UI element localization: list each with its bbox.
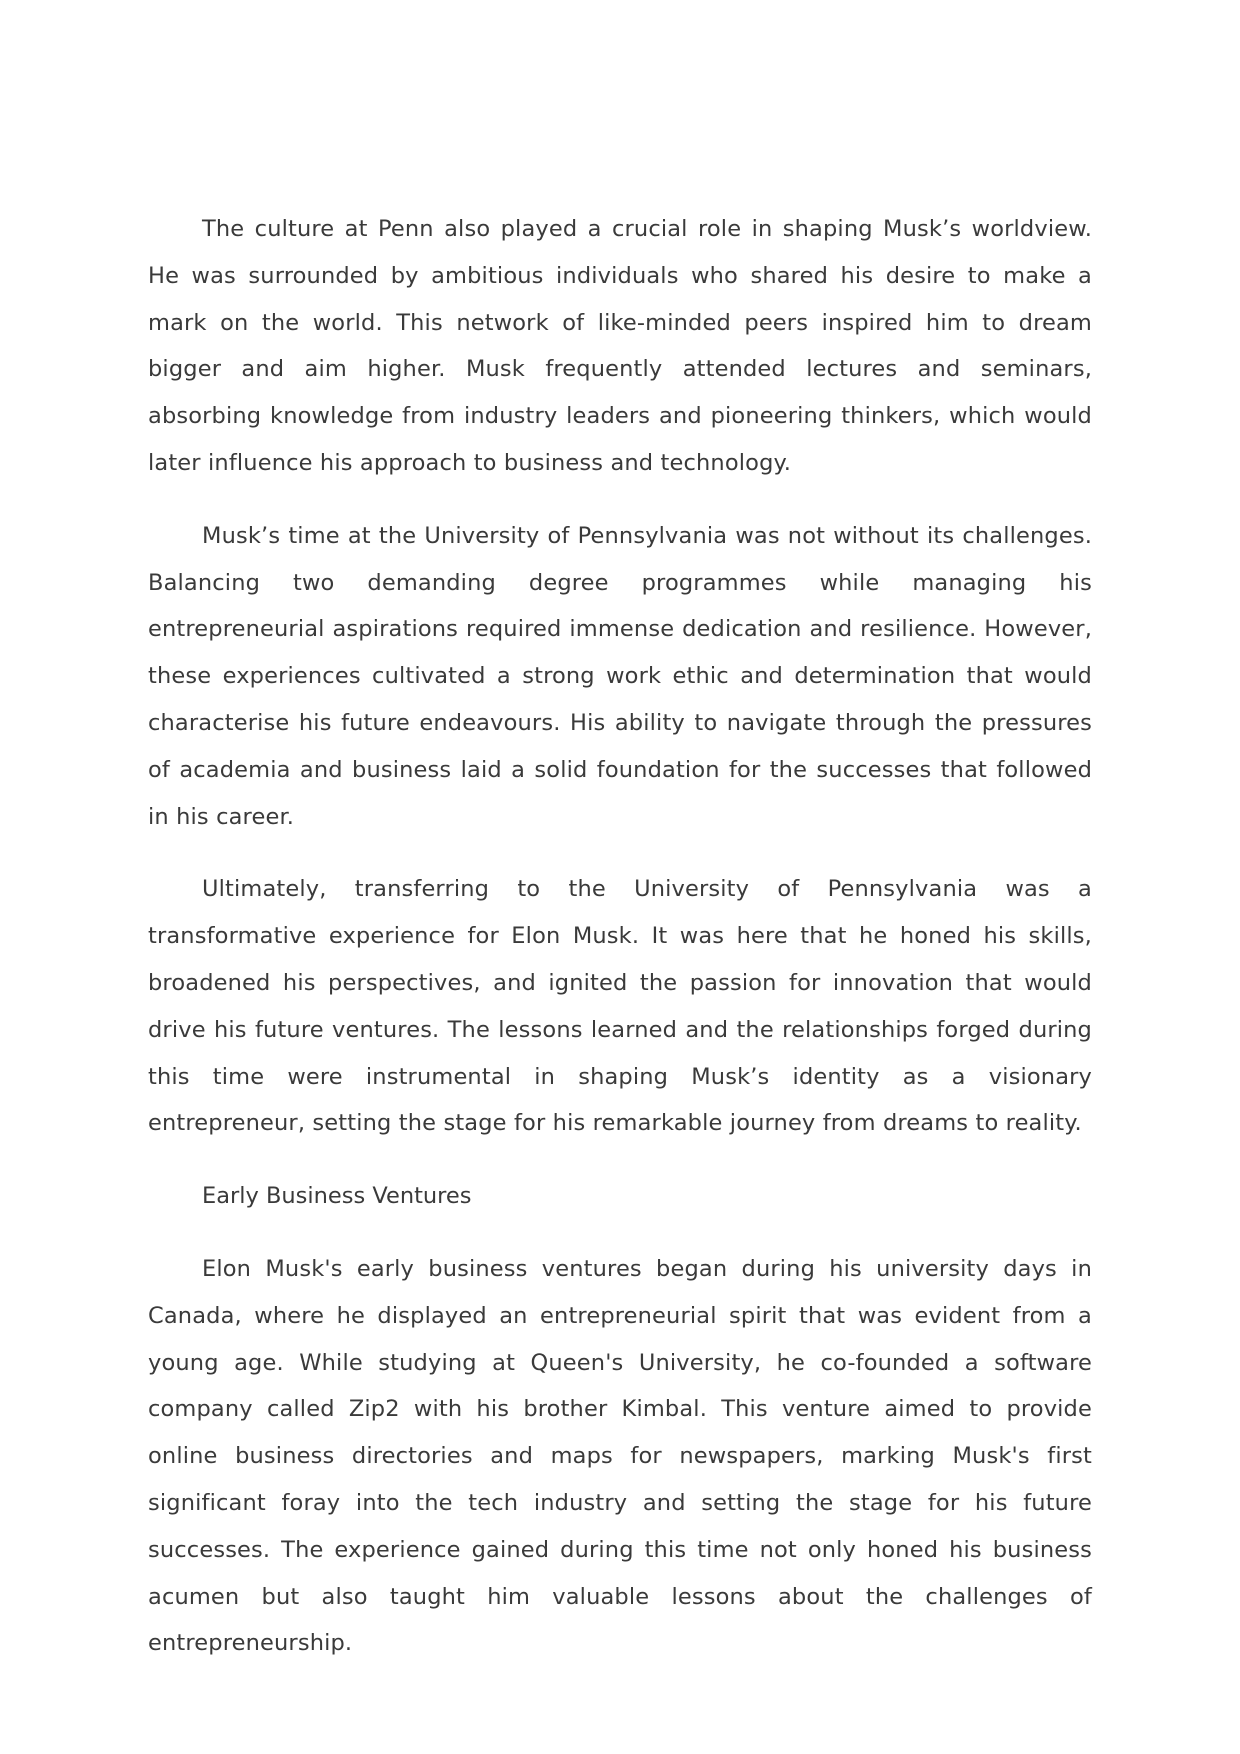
paragraph-penn-challenges: Musk’s time at the University of Pennsylvania was not without its challenges. Balancing two demanding degree programmes while managing his entrepreneurial aspirations required immense dedication and resilience. However, these experiences cultivated a strong work ethic and determination that would characterise his future endeavours. His ability to navigate through the pressures of academia and business laid a solid foundation for the successes that followed in his career.	[148, 522, 1092, 830]
paragraph-penn-transformative: Ultimately, transferring to the University of Pennsylvania was a transformative experience for Elon Musk. It was here that he honed his skills, broadened his perspectives, and ignited the passion for innovation that would drive his future ventures. The lessons learned and the relationships forged during this time were instrumental in shaping Musk’s identity as a visionary entrepreneur, setting the stage for his remarkable journey from dreams to reality.	[148, 876, 1092, 1137]
paragraph-penn-culture: The culture at Penn also played a crucial role in shaping Musk’s worldview. He was surrounded by ambitious individuals who shared his desire to make a mark on the world. This network of like-minded peers inspired him to dream bigger and aim higher. Musk frequently attended lectures and seminars, absorbing knowledge from industry leaders and pioneering thinkers, which would later influence his approach to business and technology.	[148, 216, 1092, 476]
paragraph-early-ventures: Elon Musk's early business ventures began during his university days in Canada, where he displayed an entrepreneurial spirit that was evident from a young age. While studying at Queen's University, he co-founded a software company called Zip2 with his brother Kimbal. This venture aimed to provide online business directories and maps for newspapers, marking Musk's first significant foray into the tech industry and setting the stage for his future successes. The experience gained during this time not only honed his business acumen but also taught him valuable lessons about the challenges of entrepreneurship.	[148, 1255, 1092, 1657]
document-body	[148, 206, 1092, 1693]
section-heading-early-business: Early Business Ventures	[202, 1183, 472, 1210]
